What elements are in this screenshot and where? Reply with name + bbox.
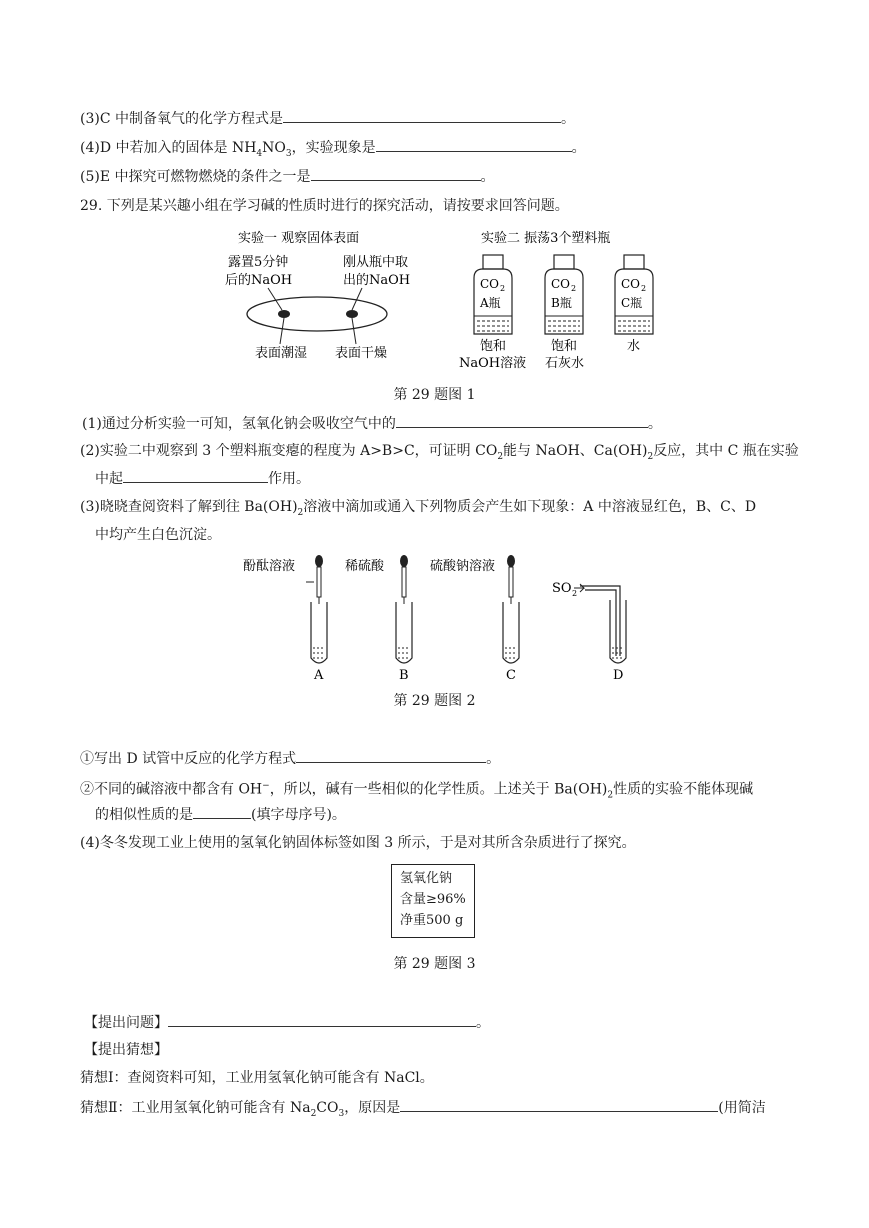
sub-question-2-line2: 的相似性质的是 (填字母序号)。 bbox=[95, 804, 346, 825]
bottle-a bbox=[474, 255, 512, 334]
figure-1 bbox=[0, 222, 869, 372]
question-3: (3)C 中制备氧气的化学方程式是 。 bbox=[80, 108, 575, 129]
svg-text:2: 2 bbox=[571, 284, 577, 293]
test-tube-c bbox=[503, 555, 519, 663]
tube-b-label: B bbox=[399, 668, 409, 682]
part-2-line2: 中起 作用。 bbox=[95, 468, 310, 489]
reagent-b-label: 稀硫酸 bbox=[345, 559, 385, 574]
bottom-left-label: 表面潮湿 bbox=[255, 346, 308, 361]
answer-blank bbox=[400, 1097, 718, 1112]
svg-text:水: 水 bbox=[627, 339, 641, 354]
right-label-line1: 刚从瓶中取 bbox=[343, 255, 409, 270]
part-3: (3)晓晓查阅资料了解到往 $Ba(OH)_2$溶液中滴加或通入下列物质会产生如下现象：A 中溶液显红色，B、C、D bbox=[80, 499, 757, 518]
answer-blank bbox=[376, 137, 572, 152]
bottle-b bbox=[545, 255, 583, 334]
figure-3-caption: 第 29 题图 3 bbox=[393, 956, 476, 972]
tube-a-label: A bbox=[314, 668, 324, 682]
ask-question: 【提出问题】 。 bbox=[84, 1012, 490, 1033]
hypothesis-2: 猜想Ⅱ：工业用氢氧化钠可能含有 $Na_2CO_3$，原因是 (用简洁 bbox=[80, 1097, 766, 1124]
svg-text:NaOH溶液: NaOH溶液 bbox=[459, 356, 527, 371]
question-5: (5)E 中探究可燃物燃烧的条件之一是 。 bbox=[80, 166, 495, 187]
exp2-title: 实验二 振荡3个塑料瓶 bbox=[481, 231, 611, 246]
question-29-stem: 29. 下列是某兴趣小组在学习碱的性质时进行的探究活动，请按要求回答问题。 bbox=[80, 198, 569, 214]
figure-2-caption: 第 29 题图 2 bbox=[393, 693, 476, 709]
test-tube-d bbox=[574, 584, 626, 663]
answer-blank bbox=[123, 468, 268, 483]
svg-text:CO: CO bbox=[551, 277, 571, 291]
right-label-line2: 出的NaOH bbox=[343, 273, 411, 288]
answer-blank bbox=[283, 108, 561, 123]
tube-c-label: C bbox=[506, 668, 516, 682]
svg-text:2: 2 bbox=[641, 284, 647, 293]
svg-text:CO: CO bbox=[621, 277, 641, 291]
gas-d-label: SO bbox=[552, 581, 572, 596]
svg-text:饱和: 饱和 bbox=[551, 339, 578, 354]
reagent-c-label: 硫酸钠溶液 bbox=[430, 559, 496, 574]
bottom-right-label: 表面干燥 bbox=[335, 346, 388, 361]
answer-blank bbox=[396, 413, 648, 428]
svg-text:石灰水: 石灰水 bbox=[545, 356, 585, 371]
pointer-line bbox=[352, 318, 356, 344]
naoh-label-box: 氢氧化钠 含量≥96% 净重500 g bbox=[391, 864, 475, 938]
left-label-line2: 后的NaOH bbox=[225, 273, 293, 288]
sub-question-2: ②不同的碱溶液中都含有 OH−，所以，碱有一些相似的化学性质。上述关于 $Ba(OH)_2$性质的实验不能体现碱 bbox=[80, 781, 754, 801]
answer-blank bbox=[311, 166, 481, 181]
tube-d-label: D bbox=[613, 668, 624, 682]
sub-question-1: ①写出 D 试管中反应的化学方程式 。 bbox=[80, 748, 500, 769]
svg-text:2: 2 bbox=[500, 284, 506, 293]
part-3-line2: 中均产生白色沉淀。 bbox=[95, 527, 221, 543]
svg-text:C瓶: C瓶 bbox=[621, 296, 643, 310]
exp1-title: 实验一 观察固体表面 bbox=[238, 231, 360, 246]
answer-blank bbox=[193, 804, 251, 819]
svg-text:B瓶: B瓶 bbox=[551, 296, 572, 310]
figure-1-caption: 第 29 题图 1 bbox=[393, 387, 476, 403]
figure-2 bbox=[0, 552, 869, 682]
part-2: (2)实验二中观察到 3 个塑料瓶变瘪的程度为 A>B>C，可证明 $CO_2$能与 NaOH、$Ca(OH)_2$反应，其中 C 瓶在实验 bbox=[80, 443, 799, 462]
hypothesis-heading: 【提出猜想】 bbox=[84, 1042, 168, 1058]
test-tube-b bbox=[396, 555, 412, 663]
pointer-line bbox=[280, 318, 284, 344]
left-label-line1: 露置5分钟 bbox=[228, 255, 289, 270]
test-tube-a bbox=[306, 555, 327, 663]
svg-text:CO: CO bbox=[480, 277, 500, 291]
answer-blank bbox=[168, 1012, 476, 1027]
svg-text:饱和: 饱和 bbox=[480, 339, 507, 354]
naoh-sample-left bbox=[278, 310, 290, 318]
part-4: (4)冬冬发现工业上使用的氢氧化钠固体标签如图 3 所示，于是对其所含杂质进行了探究。 bbox=[80, 835, 636, 851]
bottle-c bbox=[615, 255, 653, 334]
naoh-sample-right bbox=[346, 310, 358, 318]
reagent-a-label: 酚酞溶液 bbox=[243, 559, 296, 574]
svg-text:A瓶: A瓶 bbox=[480, 296, 501, 310]
hypothesis-1: 猜想Ⅰ：查阅资料可知，工业用氢氧化钠可能含有 NaCl。 bbox=[80, 1070, 434, 1086]
question-4: (4)D 中若加入的固体是 $NH_4NO_3$，实验现象是 。 bbox=[80, 137, 586, 164]
svg-text:2: 2 bbox=[572, 589, 578, 598]
watch-glass bbox=[247, 297, 387, 331]
answer-blank bbox=[296, 748, 486, 763]
part-1: (1)通过分析实验一可知，氢氧化钠会吸收空气中的 。 bbox=[82, 413, 662, 434]
